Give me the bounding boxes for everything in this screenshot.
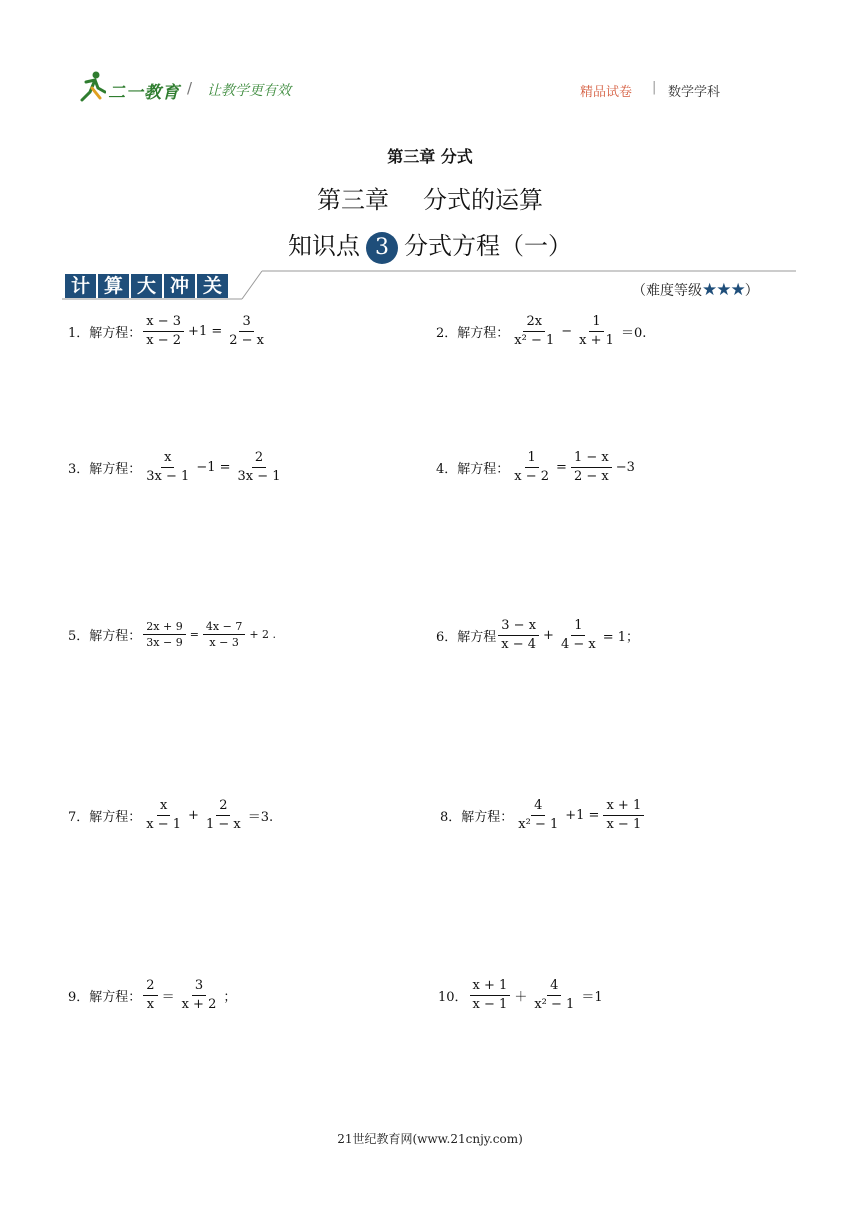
fraction: $\frac{1}{x - 2}$ — [514, 450, 550, 484]
kp-number-badge: 3 — [366, 232, 398, 264]
problem-4: 4．解方程： $\frac{1}{x - 2}$ = $\frac{1 - x}{2 - x}$ −3 — [436, 450, 635, 484]
section-char-2: 算 — [98, 274, 129, 298]
fraction: $\frac{x + 1}{x - 1}$ — [603, 798, 644, 833]
logo-slogan: 让教学更有效 — [207, 83, 291, 99]
fraction: $\frac{x + 1}{x - 1}$ — [470, 978, 511, 1013]
knowledge-point-title — [0, 226, 860, 264]
section-char-4: 冲 — [164, 274, 195, 298]
header-divider: / — [187, 79, 193, 97]
fraction: $\frac{3 - x}{x - 4}$ — [498, 618, 539, 653]
fraction: $\frac{2}{3x - 1}$ — [237, 450, 281, 484]
fraction: $\frac{2x + 9}{3x - 9}$ — [143, 620, 185, 649]
header-separator: | — [652, 80, 657, 95]
problem-10: 10． $\frac{x + 1}{x - 1}$ ＋ $\frac{4}{\text{x² − 1}}$ ＝1 — [438, 978, 603, 1012]
runner-logo-icon — [78, 70, 106, 104]
fraction: $\frac{2}{x}$ — [143, 978, 157, 1013]
difficulty-rating: （难度等级★★★） — [632, 280, 759, 300]
fraction: $\frac{2}{1 - x}$ — [205, 798, 241, 832]
fraction: $\frac{1 - x}{2 - x}$ — [571, 450, 612, 485]
main-title — [0, 180, 860, 215]
section-char-1: 计 — [65, 274, 96, 298]
chapter-title: 第三章 分式 — [387, 147, 473, 166]
fraction: $\frac{1}{4 - x}$ — [560, 618, 596, 652]
page-footer: 21世纪教育网(www.21cnjy.com) — [337, 1132, 523, 1146]
problem-2: 2．解方程： $\frac{2x}{\text{x² − 1}}$ − $\frac{1}{x + 1}$ ＝0. — [436, 314, 647, 348]
fraction: $\frac{3}{x + 2}$ — [181, 978, 217, 1012]
main-title-chapter: 第三章 — [317, 186, 389, 214]
problem-6: 6．解方程 $\frac{3 - x}{x - 4}$ + $\frac{1}{4 - x}$ = 1； — [436, 618, 640, 652]
fraction: $\frac{x}{x - 1}$ — [146, 798, 182, 832]
problem-8: 8．解方程： $\frac{4}{\text{x² − 1}}$ +1 = $\frac{x + 1}{x - 1}$ — [440, 798, 646, 833]
fraction: $\frac{3}{2 - x}$ — [229, 314, 265, 348]
fraction: $\frac{x - 3}{x - 2}$ — [143, 314, 184, 349]
problem-3: 3．解方程： $\frac{x}{3x - 1}$ −1 = $\frac{2}{3x - 1}$ — [68, 450, 286, 485]
star-icon: ★★★ — [702, 280, 745, 300]
problem-7: 7．解方程： $\frac{x}{x - 1}$ + $\frac{2}{1 - x}$ ＝3. — [68, 798, 274, 832]
fraction: $\frac{1}{x + 1}$ — [579, 314, 614, 348]
problem-9: 9．解方程： $\frac{2}{x}$ ＝ $\frac{3}{x + 2}$ ； — [68, 978, 237, 1012]
fraction: $\frac{2x}{\text{x² − 1}}$ — [514, 314, 555, 348]
section-char-5: 关 — [197, 274, 228, 298]
main-title-topic: 分式的运算 — [423, 186, 543, 214]
header-tag-quality: 精品试卷 — [580, 85, 633, 100]
logo-name: 二一教育 — [108, 83, 180, 103]
fraction: $\frac{4}{\text{x² − 1}}$ — [518, 798, 559, 832]
problem-1: 1．解方程： $\frac{x - 3}{x - 2}$ +1 = $\frac{3}{2 - x}$ — [68, 314, 269, 349]
problem-5: 5．解方程： $\frac{2x + 9}{3x - 9}$ = $\frac{4x - 7}{x - 3}$ + 2 . — [68, 620, 277, 649]
fraction: $\frac{4x - 7}{x - 3}$ — [203, 620, 245, 649]
header-tag-subject: 数学学科 — [668, 85, 721, 100]
fraction: $\frac{4}{\text{x² − 1}}$ — [534, 978, 575, 1012]
section-char-3: 大 — [131, 274, 162, 298]
fraction: $\frac{x}{3x - 1}$ — [146, 450, 190, 484]
kp-title: 分式方程（一） — [404, 232, 572, 260]
kp-prefix: 知识点 — [288, 232, 360, 260]
